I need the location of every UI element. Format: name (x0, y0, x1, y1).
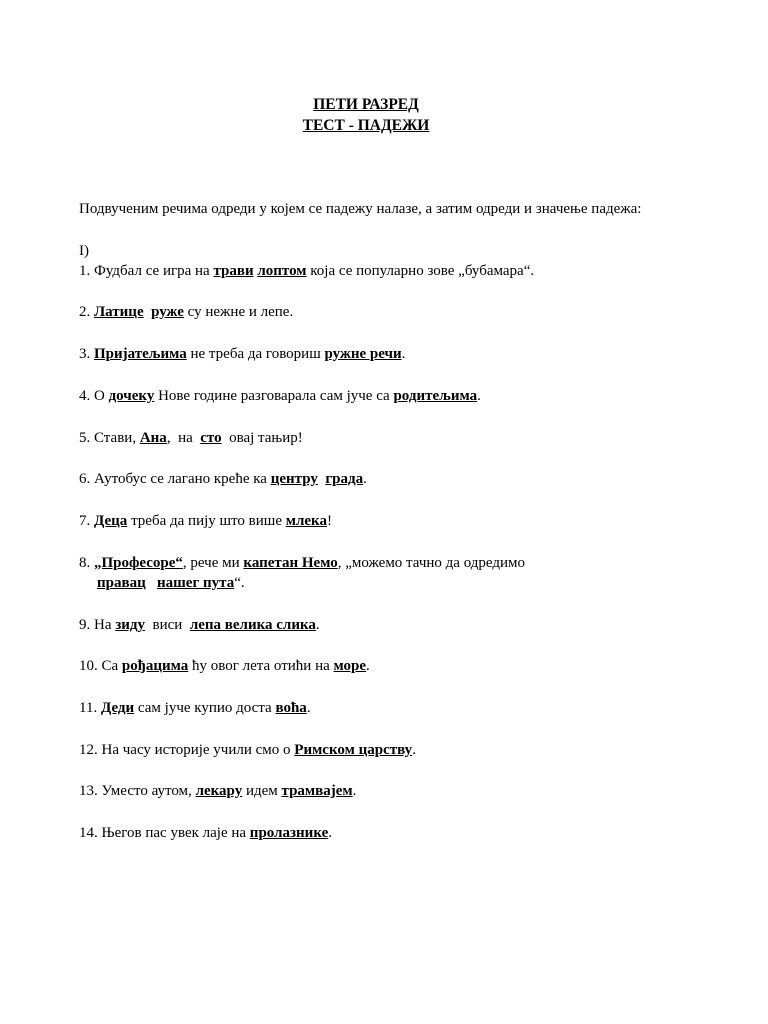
question-4 (79, 386, 481, 406)
question-text: 10. Са (79, 658, 122, 674)
question-text: . (315, 617, 320, 633)
question-text: . (352, 783, 357, 799)
grade-title: ПЕТИ РАЗРЕД (313, 96, 419, 113)
underlined-word: рођацима (121, 658, 189, 674)
question-2 (79, 302, 293, 322)
question-text: 4. О (79, 388, 109, 404)
question-6 (79, 469, 367, 489)
question-text: 11. (79, 700, 101, 716)
underlined-word: дочеку (108, 388, 155, 404)
underlined-word: Римском царству (294, 742, 413, 758)
underlined-word: „Професоре“ (94, 555, 183, 571)
question-text: . (366, 658, 370, 674)
underlined-word: капетан Немо (243, 555, 338, 571)
question-text: Нове године разговарала сам јуче са (154, 388, 394, 404)
underlined-word: млека (285, 513, 327, 529)
question-text: ћу овог лета отићи на (188, 658, 334, 674)
underlined-word: воћа (275, 700, 307, 716)
underlined-word: центру (270, 471, 318, 487)
question-text: која се популарно зове „бубамара“. (306, 263, 535, 279)
question-8 (79, 553, 525, 593)
question-text: , „можемо тачно да одредимо (337, 555, 526, 571)
question-text: 8. (79, 555, 94, 571)
underlined-word: Пријатељима (94, 346, 187, 362)
question-5 (79, 428, 303, 448)
question-7 (79, 511, 332, 531)
underlined-word: Деди (100, 700, 135, 716)
question-text: , рече ми (182, 555, 244, 571)
question-3 (79, 344, 405, 364)
underlined-word: лекару (195, 783, 243, 799)
underlined-word: лепа велика слика (189, 617, 316, 633)
question-text: 9. На (79, 617, 116, 633)
underlined-word: Ана (139, 430, 167, 446)
underlined-word: трамвајем (281, 783, 353, 799)
question-text: 2. (79, 304, 94, 320)
question-12 (79, 740, 416, 760)
question-text: . (401, 346, 406, 362)
underlined-word: сто (200, 430, 222, 446)
underlined-word: море (333, 658, 367, 674)
underlined-word: лоптом (257, 263, 307, 279)
question-text (146, 575, 157, 591)
underlined-word: руже (151, 304, 184, 320)
question-text: 5. Стави, (79, 430, 140, 446)
question-text: 1. Фудбал се игра на (79, 263, 214, 279)
question-text: . (412, 742, 416, 758)
question-text: ! (326, 513, 332, 529)
question-text: 14. Његов пас увек лаје на (79, 825, 250, 841)
question-text: 13. Уместо аутом, (79, 783, 196, 799)
underlined-word: родитељима (393, 388, 478, 404)
question-text: “. (234, 575, 245, 591)
underlined-word: Латице (94, 304, 144, 320)
underlined-word: Деца (94, 513, 128, 529)
question-text: . (306, 700, 311, 716)
underlined-word: зиду (115, 617, 146, 633)
question-text: сам јуче купио доста (134, 700, 276, 716)
question-9 (79, 615, 320, 635)
question-1 (79, 261, 534, 281)
test-title: ТЕСТ - ПАДЕЖИ (302, 117, 430, 134)
question-text: не треба да говориш (186, 346, 325, 362)
underlined-word: града (325, 471, 364, 487)
question-text: , на (166, 430, 201, 446)
question-text: су нежне и лепе. (183, 304, 294, 320)
question-text: 12. На часу историје учили смо о (79, 742, 295, 758)
underlined-word: пролазнике (249, 825, 329, 841)
question-text: . (328, 825, 332, 841)
underlined-word: правац (97, 575, 146, 591)
instruction-text: Подвученим речима одреди у којем се падежу налазе, а затим одреди и значење падежа: (79, 201, 642, 217)
question-text: идем (242, 783, 282, 799)
section-label: I) (79, 243, 89, 259)
question-text: . (477, 388, 481, 404)
question-text: 6. Аутобус се лагано креће ка (79, 471, 271, 487)
question-text: овај тањир! (221, 430, 303, 446)
question-text: 7. (79, 513, 94, 529)
question-11 (79, 698, 311, 718)
underlined-word: ружне речи (324, 346, 402, 362)
underlined-word: трави (213, 263, 254, 279)
question-13 (79, 781, 356, 801)
question-text (144, 304, 152, 320)
question-text: . (363, 471, 367, 487)
question-10 (79, 656, 370, 676)
question-text: треба да пију што више (127, 513, 286, 529)
underlined-word: нашег пута (156, 575, 235, 591)
question-8-continuation (79, 573, 525, 593)
question-14 (79, 823, 332, 843)
question-text: виси (145, 617, 190, 633)
question-text: 3. (79, 346, 94, 362)
